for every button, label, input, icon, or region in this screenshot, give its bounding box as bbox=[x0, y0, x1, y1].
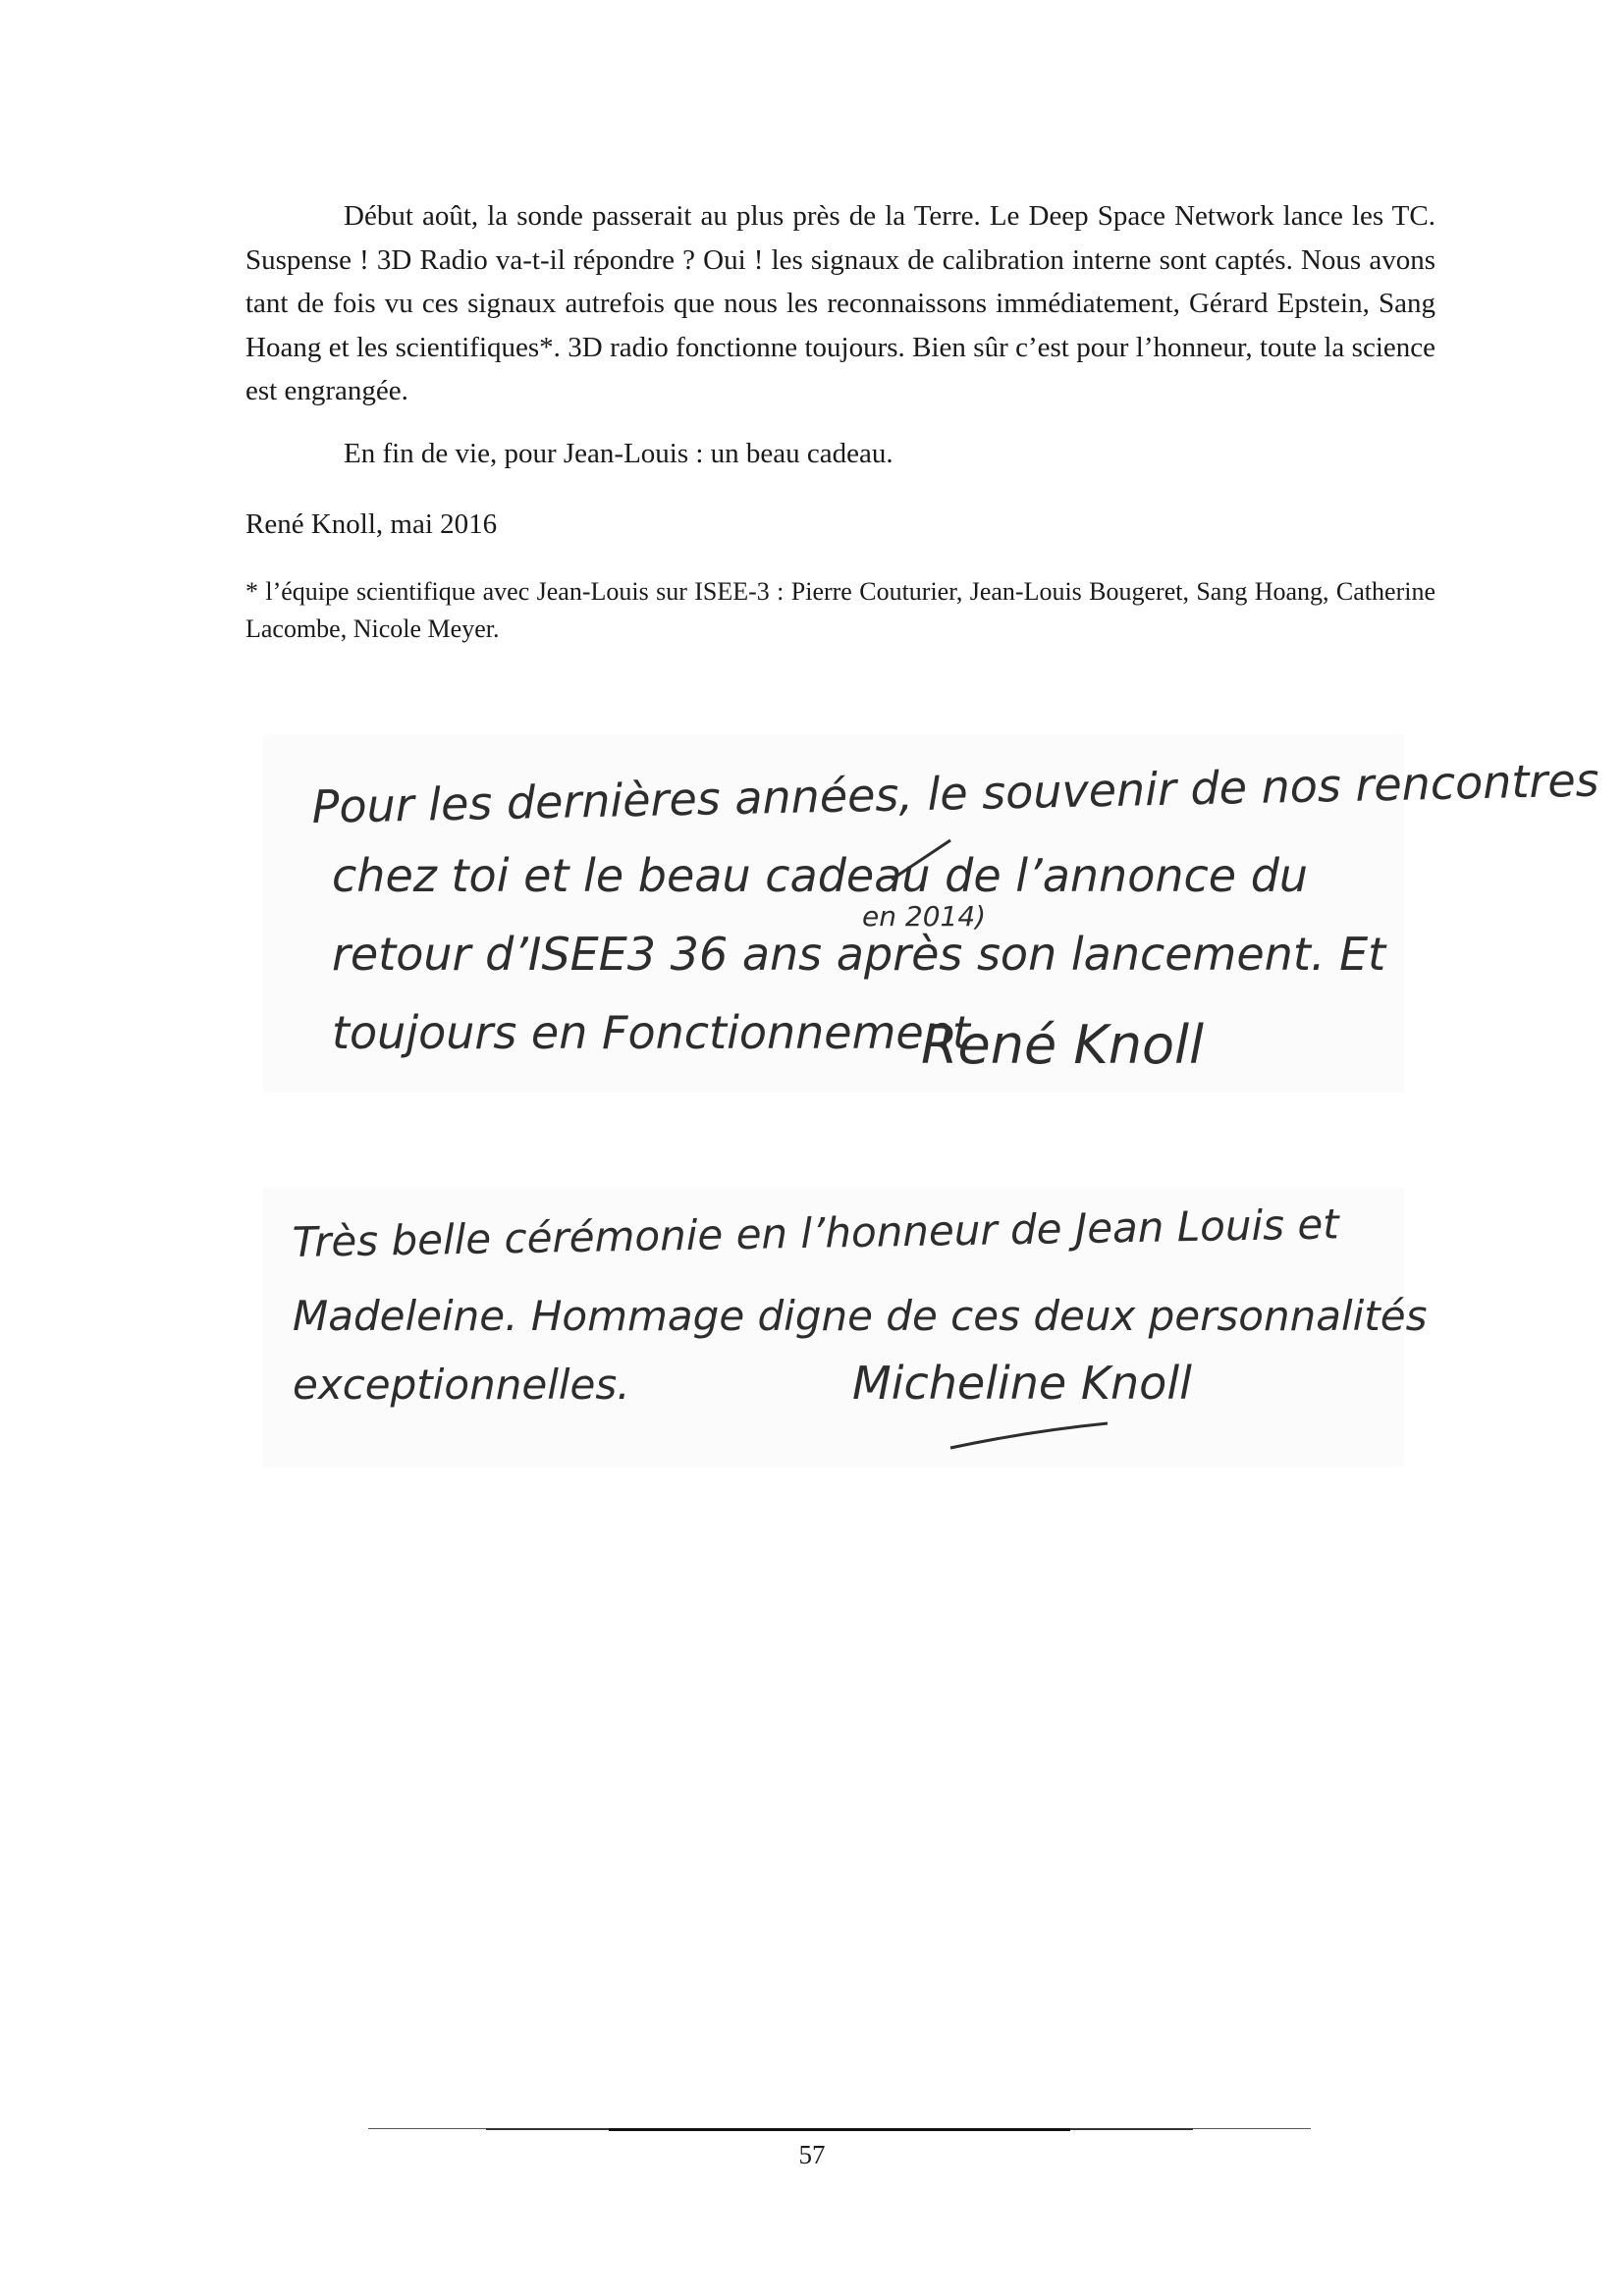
body-paragraph-2: En fin de vie, pour Jean-Louis : un beau cadeau. bbox=[344, 438, 893, 469]
page-number: 57 bbox=[798, 2140, 826, 2169]
author-date-line: René Knoll, mai 2016 bbox=[245, 508, 498, 540]
handwritten-note-rene-knoll bbox=[263, 734, 1600, 1093]
handwritten-note-micheline-knoll bbox=[263, 1188, 1428, 1467]
svg-text:toujours en Fonctionnement: toujours en Fonctionnement bbox=[332, 1006, 970, 1059]
svg-text:Micheline Knoll: Micheline Knoll bbox=[852, 1357, 1192, 1410]
svg-text:chez toi et le beau cadeau de: chez toi et le beau cadeau de l’annonce du bbox=[332, 849, 1309, 902]
svg-text:en 2014): en 2014) bbox=[862, 900, 987, 933]
svg-text:Très belle cérémonie en l’honn: Très belle cérémonie en l’honneur de Jean Louis et bbox=[292, 1200, 1340, 1266]
body-paragraph-1: Début août, la sonde passerait au plus près de la Terre. Le Deep Space Network lance les TC. Suspense ! 3D Radio va-t-il répondre ? Oui ! les signaux de calibration interne sont captés. Nous avons tant de fois vu ces signaux autrefois que nous les reconnaissons immédiatement, Gérard Epstein, Sang Hoang et les scientifiques*. 3D radio fonctionne toujours. Bien sûr c’est pour l’honneur, toute la science est engrangée. bbox=[245, 200, 1435, 406]
svg-text:René Knoll: René Knoll bbox=[921, 1014, 1205, 1076]
svg-text:retour d’ISEE3 36 ans après so: retour d’ISEE3 36 ans après son lancement. Et bbox=[332, 928, 1386, 981]
svg-text:Pour les dernières années, le: Pour les dernières années, le souvenir de nos rencontres bbox=[311, 753, 1600, 833]
footnote: * l’équipe scientifique avec Jean-Louis sur ISEE-3 : Pierre Couturier, Jean-Louis Bougeret, Sang Hoang, Catherine Lacombe, Nicole Meyer. bbox=[245, 577, 1435, 643]
svg-text:exceptionnelles.: exceptionnelles. bbox=[293, 1361, 630, 1409]
svg-text:Madeleine. Hommage digne de ce: Madeleine. Hommage digne de ces deux personnalités bbox=[293, 1292, 1428, 1340]
footer-rule-inner bbox=[609, 2128, 1070, 2131]
